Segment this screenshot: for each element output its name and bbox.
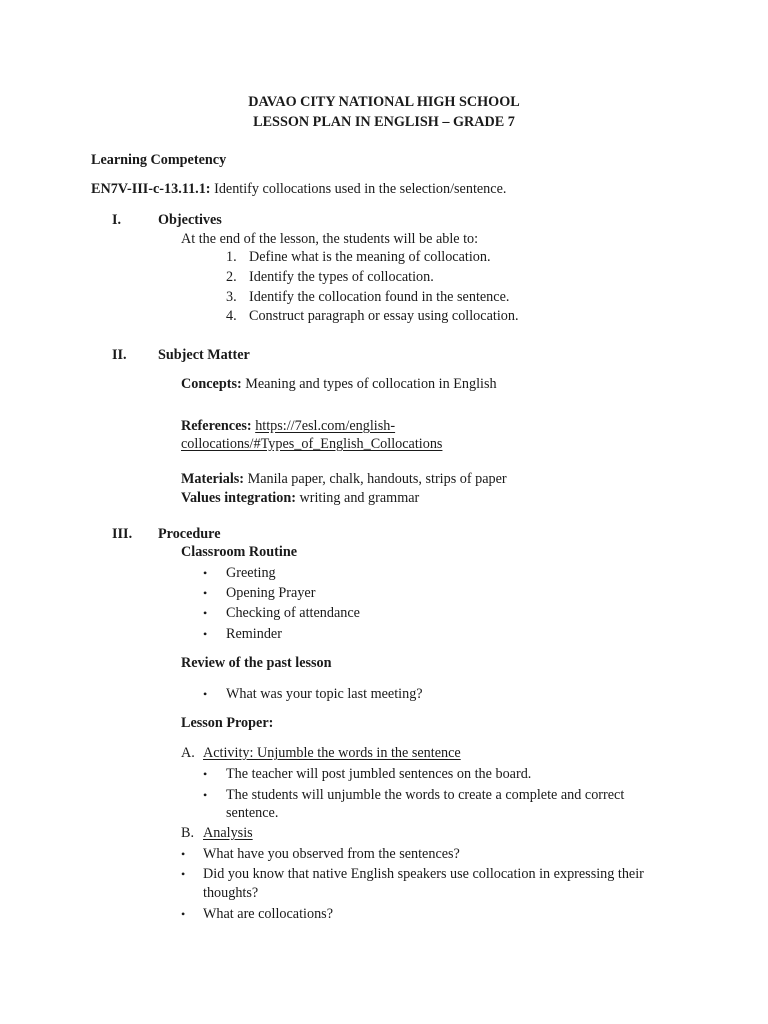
activity-title: Activity: Unjumble the words in the sentence: [203, 745, 461, 761]
objectives-heading: Objectives: [158, 212, 222, 228]
objective-item: Construct paragraph or essay using collocation.: [249, 308, 519, 324]
activity-item: The students will unjumble the words to create a complete and correct: [226, 787, 625, 803]
analysis-letter: B.: [181, 825, 195, 841]
subject-matter-heading: Subject Matter: [158, 347, 250, 363]
bullet-icon: •: [203, 586, 208, 600]
materials-text: Manila paper, chalk, handouts, strips of paper: [247, 471, 507, 487]
subject-matter-numeral: II.: [112, 347, 127, 363]
objective-item: Identify the types of collocation.: [249, 269, 434, 285]
references-link-continued[interactable]: collocations/#Types_of_English_Collocations: [181, 436, 443, 452]
materials-label: Materials:: [181, 471, 245, 487]
routine-heading: Classroom Routine: [181, 544, 298, 560]
competency-line: [91, 180, 506, 198]
concepts-label: Concepts:: [181, 376, 242, 392]
values-line: [181, 489, 419, 507]
bullet-icon: •: [203, 566, 208, 580]
routine-item: Reminder: [226, 626, 282, 642]
bullet-icon: •: [203, 606, 208, 620]
references-line: [181, 417, 395, 435]
procedure-heading: Procedure: [158, 526, 221, 542]
analysis-item: Did you know that native English speakers use collocation in expressing their: [203, 866, 644, 882]
bullet-icon: •: [203, 687, 208, 701]
references-link[interactable]: https://7esl.com/english-: [255, 418, 396, 434]
analysis-title: Analysis: [203, 825, 253, 841]
routine-item: Checking of attendance: [226, 605, 360, 621]
concepts-line: [181, 375, 497, 393]
bullet-icon: •: [181, 867, 186, 881]
routine-item: Greeting: [226, 565, 276, 581]
analysis-item: What have you observed from the sentences?: [203, 846, 460, 862]
lesson-plan-title: LESSON PLAN IN ENGLISH – GRADE 7: [253, 114, 515, 130]
activity-item: The teacher will post jumbled sentences on the board.: [226, 766, 532, 782]
values-label: Values integration:: [181, 490, 296, 506]
activity-letter: A.: [181, 745, 195, 761]
analysis-item: What are collocations?: [203, 906, 333, 922]
objective-item: Identify the collocation found in the sentence.: [249, 289, 510, 305]
materials-line: [181, 470, 507, 488]
routine-item: Opening Prayer: [226, 585, 316, 601]
concepts-text: Meaning and types of collocation in English: [245, 376, 497, 392]
review-item: What was your topic last meeting?: [226, 686, 423, 702]
references-label: References:: [181, 418, 252, 434]
objective-number: 4.: [226, 308, 237, 324]
bullet-icon: •: [203, 627, 208, 641]
objectives-numeral: I.: [112, 212, 122, 228]
competency-text: Identify collocations used in the selection/sentence.: [214, 181, 507, 197]
objectives-intro: At the end of the lesson, the students will be able to:: [181, 231, 479, 247]
competency-code: EN7V-III-c-13.11.1:: [91, 181, 211, 197]
bullet-icon: •: [181, 907, 186, 921]
objective-number: 3.: [226, 289, 237, 305]
procedure-numeral: III.: [112, 526, 133, 542]
objective-number: 1.: [226, 249, 237, 265]
lesson-proper-heading: Lesson Proper:: [181, 715, 274, 731]
objective-item: Define what is the meaning of collocation.: [249, 249, 491, 265]
review-heading: Review of the past lesson: [181, 655, 332, 671]
analysis-item-continued: thoughts?: [203, 885, 259, 901]
bullet-icon: •: [203, 788, 208, 802]
values-text: writing and grammar: [299, 490, 420, 506]
objective-number: 2.: [226, 269, 237, 285]
school-name: DAVAO CITY NATIONAL HIGH SCHOOL: [248, 94, 520, 110]
competency-heading: Learning Competency: [91, 152, 227, 168]
bullet-icon: •: [181, 847, 186, 861]
bullet-icon: •: [203, 767, 208, 781]
activity-item-continued: sentence.: [226, 805, 279, 821]
